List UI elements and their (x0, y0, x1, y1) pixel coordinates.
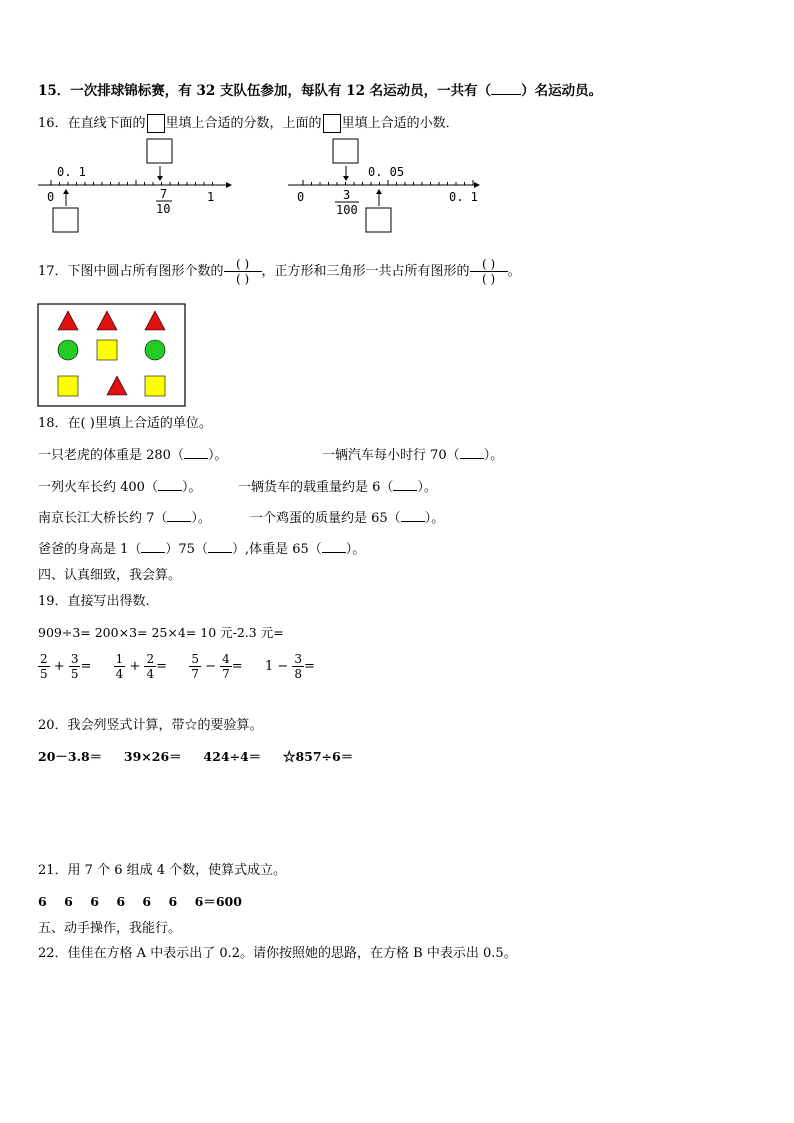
question-18-title: 18．在( )里填上合适的单位。 (38, 416, 212, 431)
nl2-label-zero: 0 (297, 190, 305, 204)
nl1-frac-num: 7 (160, 187, 168, 201)
q18-row-1: 一只老虎的体重是 280（ ）。 (38, 448, 228, 463)
question-15 (38, 82, 602, 100)
fraction: $\frac{4}{7}$ (222, 652, 230, 681)
q19-row-1: 909÷3= 200×3= 25×4= 10 元-2.3 元= (38, 625, 284, 640)
blank[interactable] (184, 446, 208, 459)
blank-fraction-2[interactable]: $\frac{( )}{( )}$ (470, 257, 508, 286)
q16-text-c: 里填上合适的小数． (341, 116, 459, 131)
question-17 (38, 255, 521, 289)
answer-box-top-1[interactable] (147, 139, 172, 163)
answer-box-top-2[interactable] (333, 139, 358, 163)
shapes-figure (37, 303, 187, 408)
fraction: $\frac{5}{7}$ (191, 652, 199, 681)
answer-box-icon (147, 114, 165, 133)
q19-row-2: $\frac{2}{5}$ + $\frac{3}{5}$ = $\frac{1}{4}$ + $\frac{2}{4}$ = $\frac{5}{7}$ − $\frac{4}{7}$ = 1 − $\frac{3}{8}$ = (40, 652, 315, 681)
q18-row-4: 爸爸的身高是 1（ ）75（ ）,体重是 65（ ）。 (38, 542, 366, 557)
q15-text-b: ）名运动员。 (521, 83, 603, 99)
blank[interactable] (158, 478, 182, 491)
number-line-1 (30, 136, 240, 236)
blank[interactable] (167, 509, 191, 522)
nl1-label-one: 1 (207, 190, 215, 204)
blank-fraction-1[interactable]: $\frac{( )}{( )}$ (224, 257, 262, 286)
blank[interactable] (401, 509, 425, 522)
nl2-label-top: 0. 05 (368, 165, 405, 179)
q16-text-b: 里填上合适的分数，上面的 (165, 116, 322, 131)
fraction: $\frac{2}{4}$ (146, 652, 155, 681)
section-4-heading: 四、认真细致，我会算。 (38, 568, 182, 583)
square-icon (58, 376, 78, 396)
number-line-2 (284, 136, 494, 236)
blank[interactable] (322, 540, 346, 553)
q15-blank (491, 82, 521, 95)
q18-row-3: 南京长江大桥长约 7（ ）。 (38, 511, 211, 526)
q18-row-2b: 一辆货车的载重量约是 6（ ）。 (238, 480, 437, 495)
square-icon (97, 340, 117, 360)
q17-text-b: ，正方形和三角形一共占所有图形的 (261, 264, 470, 279)
nl2-label-end: 0. 1 (449, 190, 478, 204)
fraction: $\frac{3}{8}$ (294, 652, 303, 681)
circle-icon (58, 340, 78, 360)
answer-box-bottom-2[interactable] (366, 208, 391, 232)
q17-text-c: 。 (507, 264, 521, 279)
circle-icon (145, 340, 165, 360)
section-5-heading: 五、动手操作，我能行。 (38, 921, 182, 936)
q15-text-a: 15．一次排球锦标赛，有 32 支队伍参加，每队有 12 名运动员，一共有（ (38, 83, 492, 99)
question-20-title: 20．我会列竖式计算，带☆的要验算。 (38, 718, 263, 733)
q18-row-3b: 一个鸡蛋的质量约是 65（ ）。 (250, 511, 445, 526)
fraction: $\frac{3}{5}$ (70, 652, 79, 681)
fraction: $\frac{1}{4}$ (115, 652, 124, 681)
nl1-label-top: 0. 1 (57, 165, 86, 179)
answer-box-icon (323, 114, 341, 133)
nl2-frac-den: 100 (336, 203, 358, 217)
nl2-frac-num: 3 (343, 188, 351, 202)
q20-row: 20－3.8＝ 39×26＝ 424÷4＝ ☆857÷6＝ (38, 749, 354, 764)
blank[interactable] (208, 540, 232, 553)
question-16 (38, 114, 459, 133)
q17-text-a: 17．下图中圆占所有图形个数的 (38, 264, 224, 279)
q16-text-a: 16．在直线下面的 (38, 116, 146, 131)
q21-row: 6 6 6 6 6 6 6＝600 (38, 894, 242, 909)
question-22: 22．佳佳在方格 A 中表示出了 0.2。请你按照她的思路，在方格 B 中表示出 0.5。 (38, 946, 517, 961)
q18-row-1b: 一辆汽车每小时行 70（ ）。 (322, 448, 504, 463)
nl1-label-zero: 0 (47, 190, 55, 204)
blank[interactable] (460, 446, 484, 459)
nl1-frac-den: 10 (156, 202, 171, 216)
answer-box-bottom-1[interactable] (53, 208, 78, 232)
q18-row-2: 一列火车长约 400（ ）。 (38, 480, 202, 495)
blank[interactable] (393, 478, 417, 491)
fraction: $\frac{2}{5}$ (40, 652, 48, 681)
blank[interactable] (141, 540, 165, 553)
square-icon (145, 376, 165, 396)
question-21-title: 21．用 7 个 6 组成 4 个数，使算式成立。 (38, 863, 287, 878)
question-19-title: 19．直接写出得数. (38, 594, 150, 609)
